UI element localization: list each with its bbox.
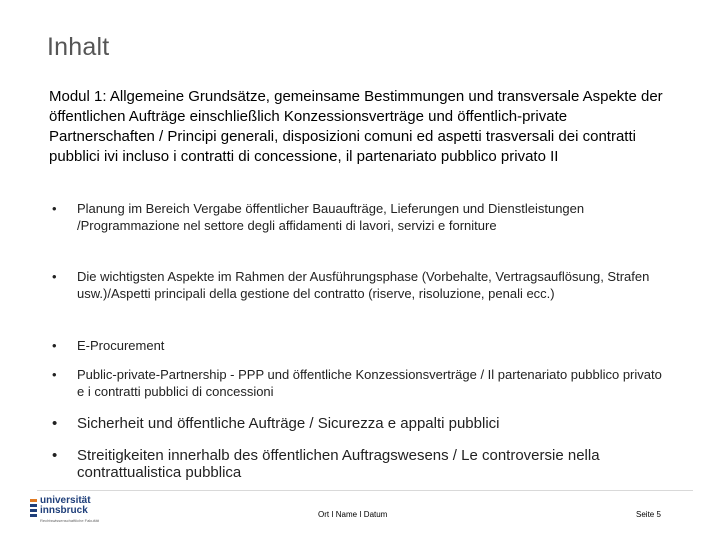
bullet-marker: • [52,367,57,382]
bullet-text: E-Procurement [77,338,165,353]
bullet-marker: • [52,338,57,353]
bullet-text: Public-private-Partnership - PPP und öffentliche Konzessionsverträge / Il partenariato pubblico privato e i contratti pubblici di concessioni [77,367,662,399]
bullet-marker: • [52,415,58,432]
bullet-marker: • [52,201,57,216]
bullet-marker: • [52,269,57,284]
footer-center-text: Ort I Name I Datum [318,510,388,519]
logo-line2: innsbruck [40,505,88,516]
page-number: Seite 5 [636,510,661,519]
logo-subline: Rechtswissenschaftliche Fakultät [40,518,99,523]
bullet-text: Streitigkeiten innerhalb des öffentlichen Auftragswesens / Le controversie nella contrattualistica pubblica [77,447,600,481]
bullet-text: Sicherheit und öffentliche Aufträge / Sicurezza e appalti pubblici [77,415,500,432]
bullet-text: Die wichtigsten Aspekte im Rahmen der Ausführungsphase (Vorbehalte, Vertragsauflösung, Strafen usw.)/Aspetti principali della gestione del contratto (riserve, risoluzione, penali ecc.) [77,269,650,301]
module-heading: Modul 1: Allgemeine Grundsätze, gemeinsame Bestimmungen und transversale Aspekte der öffentlichen Aufträge einschließlich Konzessionsverträge und öffentlich-private Partnerschaften / Principi generali, disposizioni comuni ed aspetti trasversali dei contratti pubblici ivi incluso i contratti di concessione, il partenariato pubblico privato II [49,88,663,165]
slide-title: Inhalt [47,33,110,61]
university-logo [30,496,120,536]
logo-line1: universität [40,495,91,506]
logo-mark-icon [30,499,37,519]
bullet-text: Planung im Bereich Vergabe öffentlicher Bauaufträge, Lieferungen und Dienstleistungen /Programmazione nel settore degli affidamenti di lavori, servizi e forniture [77,201,585,233]
bullet-marker: • [52,447,58,464]
footer-divider [37,490,693,491]
